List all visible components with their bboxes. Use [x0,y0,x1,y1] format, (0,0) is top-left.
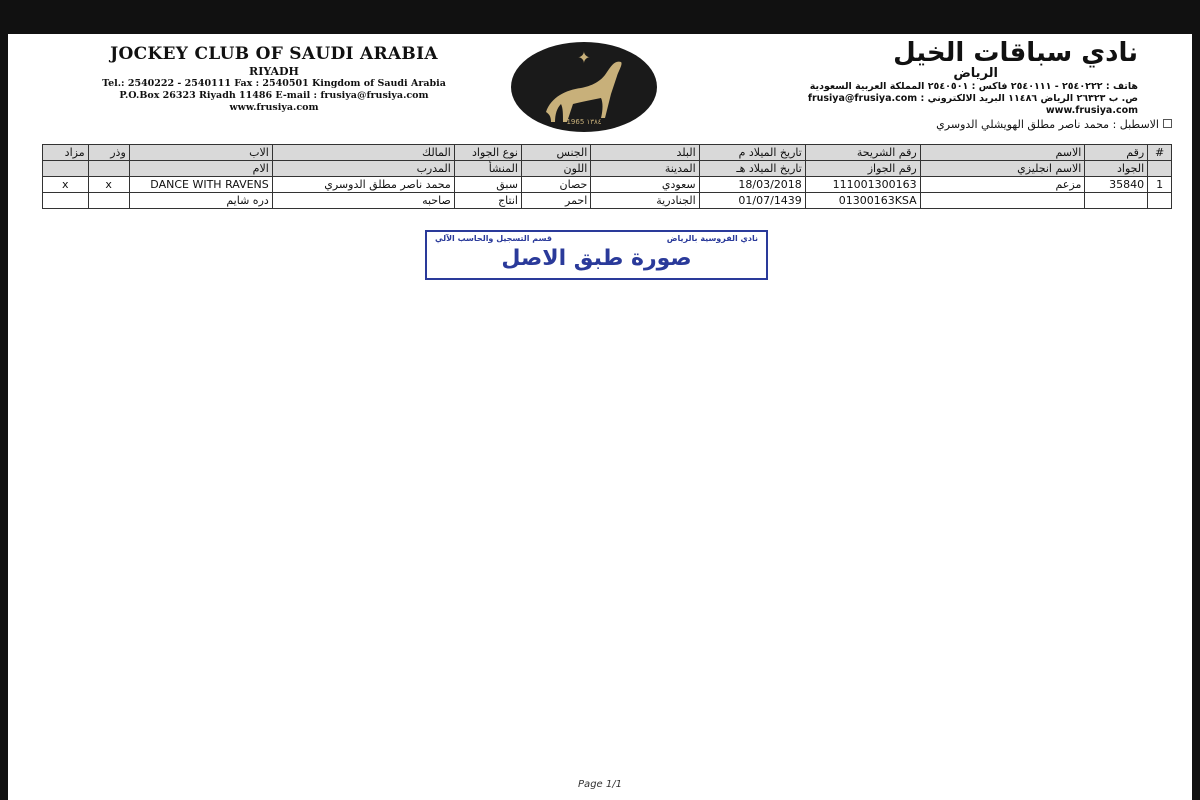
stamp-department: قسم التسجيل والحاسب الآلي [435,234,552,243]
header-cell: رقم الجواز [805,161,920,177]
header-cell: تاريخ الميلاد م [699,145,805,161]
saudi-emblem-icon: ✦ [577,48,591,67]
table-header-row-2 [43,161,1172,177]
header-cell: الاسم انجليزي [920,161,1085,177]
document-page [8,34,1192,800]
header-cell [1148,161,1172,177]
logo-years: 1965 ١٣٨٤ [566,118,602,126]
header-cell: الجنس [521,145,590,161]
birth-date-hijri: 01/07/1439 [699,193,805,209]
header-cell: الام [129,161,272,177]
stamp-text: صورة طبق الاصل [501,246,692,271]
trainer: صاحبه [272,193,454,209]
cell [43,193,89,209]
table-header-row-1 [43,145,1172,161]
contact-line-2-en: P.O.Box 26323 Riyadh 11486 E-mail : frusiya@frusiya.com [119,90,429,101]
certified-copy-stamp [425,230,768,280]
cell [1148,193,1172,209]
passport-number: 01300163KSA [805,193,920,209]
city-en: RIYADH [249,65,299,78]
birth-date-gregorian: 18/03/2018 [699,177,805,193]
header-cell: رقم [1085,145,1148,161]
owner: محمد ناصر مطلق الدوسري [272,177,454,193]
color: احمر [521,193,590,209]
header-cell: المدرب [272,161,454,177]
city-ar: الرياض [953,66,998,81]
table-row [43,177,1172,193]
header-cell [88,161,129,177]
horse-id: 35840 [1085,177,1148,193]
header-cell: المالك [272,145,454,161]
header-cell [43,161,89,177]
header-arabic [718,38,1138,117]
origin: انتاج [454,193,521,209]
sex: حصان [521,177,590,193]
header-cell: الاسم [920,145,1085,161]
website-ar: www.frusiya.com [1045,105,1138,116]
horse-name: مزعم [920,177,1085,193]
chip-number: 111001300163 [805,177,920,193]
checkbox-icon [1163,119,1172,128]
sire: DANCE WITH RAVENS [129,177,272,193]
header-english [74,44,474,114]
header-cell: الاب [129,145,272,161]
city: الجنادرية [591,193,699,209]
stamp-club: نادي الفروسية بالرياض [666,234,758,243]
header-cell: تاريخ الميلاد هـ [699,161,805,177]
header-cell: مزاد [43,145,89,161]
header-cell: نوع الجواد [454,145,521,161]
header-cell: المنشأ [454,161,521,177]
header-cell: رقم الشريحة [805,145,920,161]
cell [1085,193,1148,209]
club-name-ar: نادي سباقات الخيل [893,38,1138,68]
header-cell: وذر [88,145,129,161]
cell [88,193,129,209]
header-cell: اللون [521,161,590,177]
contact-line-1-ar: هاتف : ٢٥٤٠٢٢٢ - ٢٥٤٠١١١ فاكس : ٢٥٤٠٥٠١ المملكة العربية السعودية [809,81,1138,92]
dam: دره شايم [129,193,272,209]
header-cell: البلد [591,145,699,161]
country: سعودي [591,177,699,193]
row-number: 1 [1148,177,1172,193]
stable-label [936,118,1172,131]
header-cell: المدينة [591,161,699,177]
club-logo [511,42,657,132]
header-cell: # [1148,145,1172,161]
table-row [43,193,1172,209]
stable-text: الاسطبل : محمد ناصر مطلق الهويشلي الدوسري [936,118,1159,131]
page-number: Page 1/1 [578,779,622,790]
contact-line-2-ar: ص. ب ٢٦٣٢٣ الرياض ١١٤٨٦ البريد الالكتروني : frusiya@frusiya.com [807,93,1138,104]
col-x-1: x [88,177,129,193]
col-x-2: x [43,177,89,193]
club-name-en: JOCKEY CLUB OF SAUDI ARABIA [110,44,438,64]
horse-table [42,144,1172,209]
website-en: www.frusiya.com [229,102,319,113]
horse-type: سبق [454,177,521,193]
header-cell: الجواد [1085,161,1148,177]
contact-line-1-en: Tel.: 2540222 - 2540111 Fax : 2540501 Kingdom of Saudi Arabia [102,78,446,89]
english-name [920,193,1085,209]
